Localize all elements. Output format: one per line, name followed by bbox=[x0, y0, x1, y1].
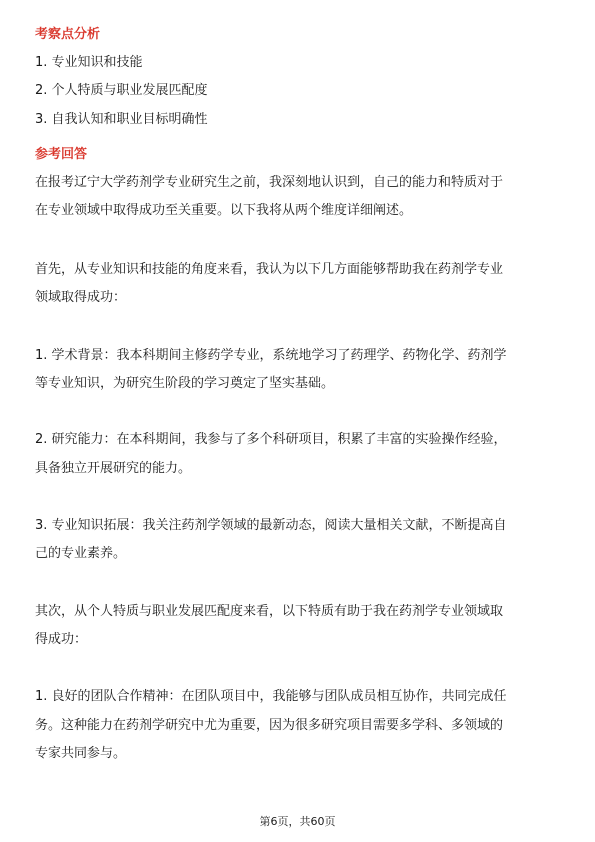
section-title-answer: 参考回答 bbox=[35, 147, 88, 162]
answer-line: 1. 良好的团队合作精神：在团队项目中，我能够与团队成员相互协作，共同完成任 bbox=[35, 689, 507, 704]
analysis-item: 3. 自我认知和职业目标明确性 bbox=[35, 112, 208, 127]
page-number: 第6页，共60页 bbox=[259, 815, 336, 828]
answer-line: 在专业领域中取得成功至关重要。以下我将从两个维度详细阐述。 bbox=[35, 203, 413, 218]
answer-line: 其次，从个人特质与职业发展匹配度来看，以下特质有助于我在药剂学专业领域取 bbox=[35, 604, 504, 619]
answer-line: 己的专业素养。 bbox=[35, 546, 127, 561]
answer-line: 务。这种能力在药剂学研究中尤为重要，因为很多研究项目需要多学科、多领域的 bbox=[35, 718, 504, 733]
answer-line: 具备独立开展研究的能力。 bbox=[35, 461, 192, 476]
section-title-analysis: 考察点分析 bbox=[35, 27, 101, 42]
answer-line: 首先，从专业知识和技能的角度来看，我认为以下几方面能够帮助我在药剂学专业 bbox=[35, 262, 504, 277]
answer-line: 等专业知识，为研究生阶段的学习奠定了坚实基础。 bbox=[35, 376, 335, 391]
answer-line: 2. 研究能力：在本科期间，我参与了多个科研项目，积累了丰富的实验操作经验， bbox=[35, 432, 507, 447]
analysis-item: 2. 个人特质与职业发展匹配度 bbox=[35, 83, 208, 98]
answer-line: 在报考辽宁大学药剂学专业研究生之前，我深刻地认识到，自己的能力和特质对于 bbox=[35, 175, 504, 190]
answer-line: 3. 专业知识拓展：我关注药剂学领域的最新动态，阅读大量相关文献，不断提高自 bbox=[35, 518, 507, 533]
answer-line: 专家共同参与。 bbox=[35, 746, 127, 761]
analysis-item: 1. 专业知识和技能 bbox=[35, 55, 143, 70]
answer-line: 1. 学术背景：我本科期间主修药学专业，系统地学习了药理学、药物化学、药剂学 bbox=[35, 348, 507, 363]
answer-line: 领域取得成功： bbox=[35, 290, 127, 305]
answer-line: 得成功： bbox=[35, 632, 88, 647]
